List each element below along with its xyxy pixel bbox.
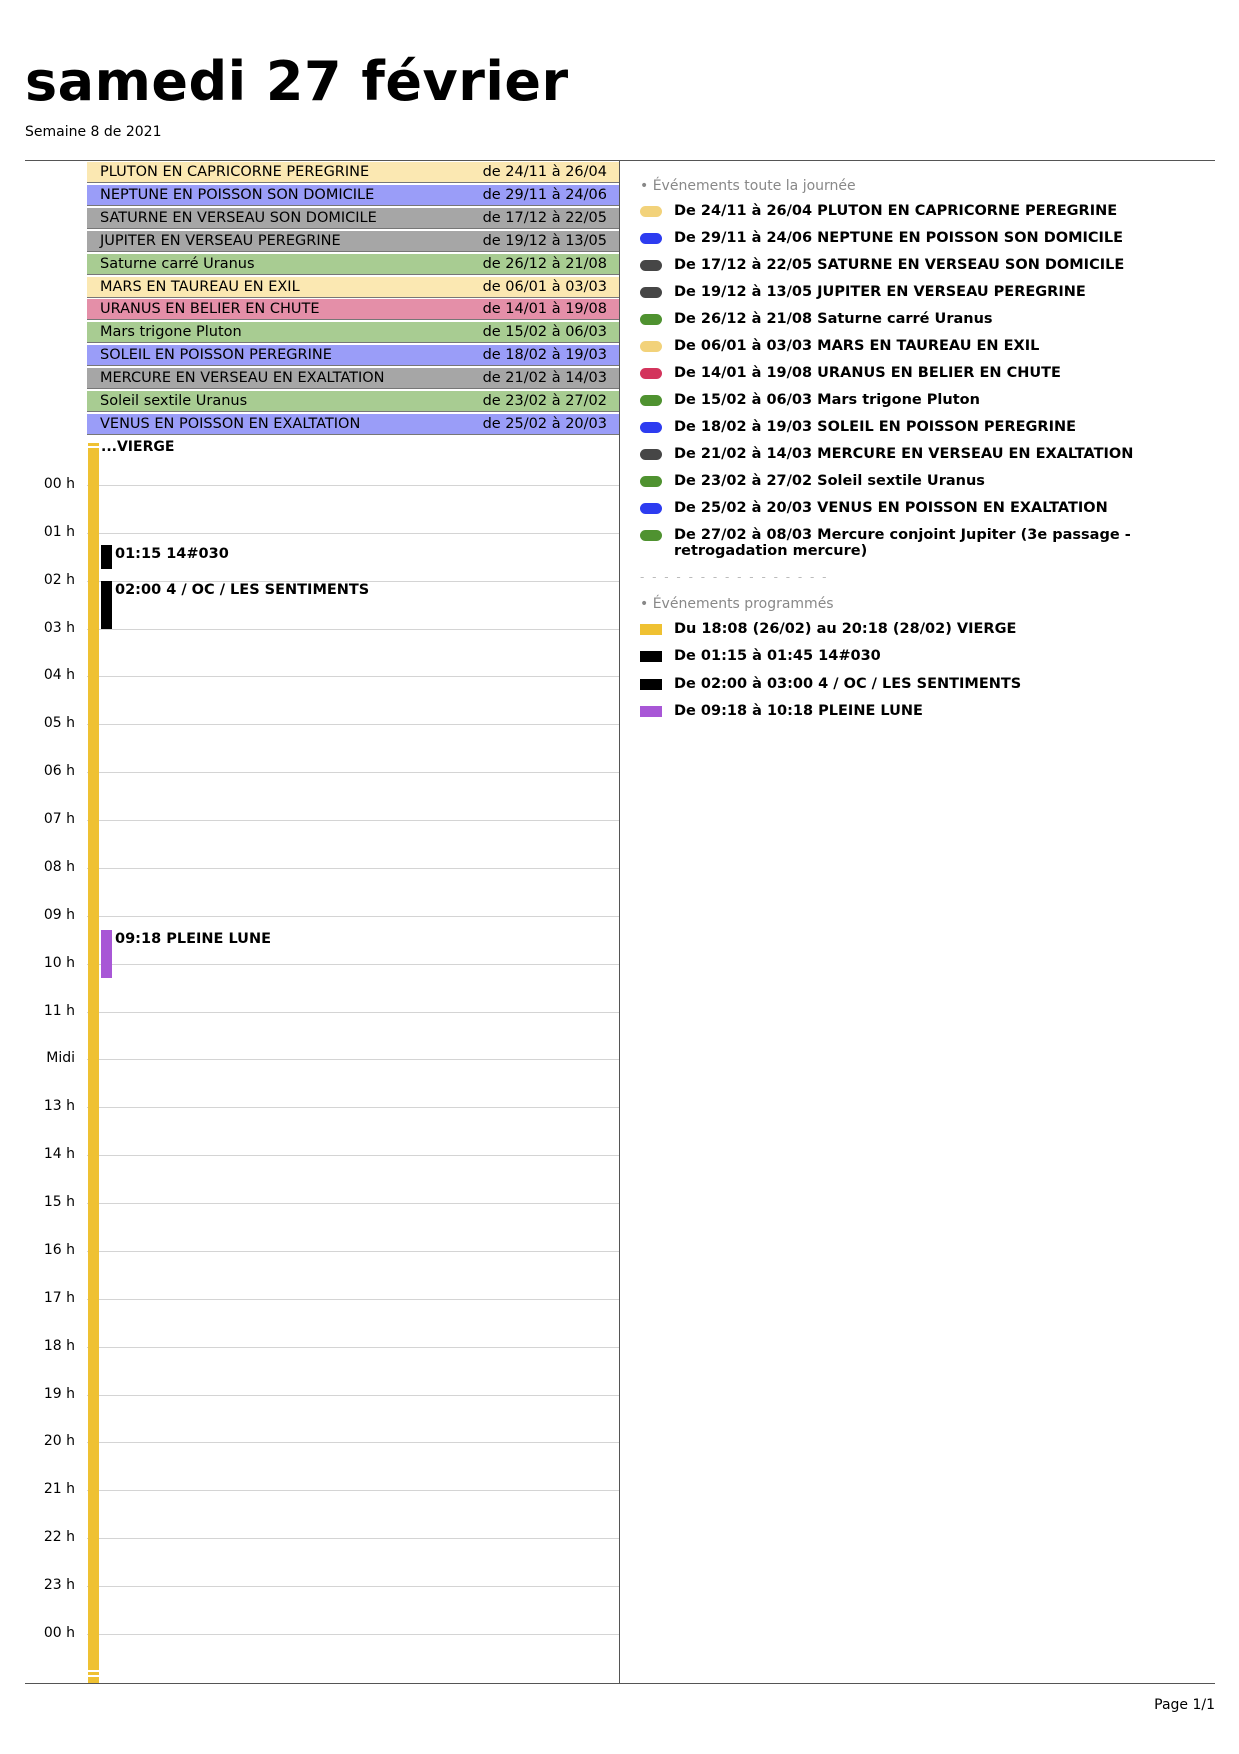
- hour-gridline: [87, 964, 619, 965]
- banner-dates: de 23/02 à 27/02: [482, 393, 607, 409]
- column-divider: [619, 161, 620, 1683]
- allday-banner[interactable]: [87, 208, 619, 229]
- hour-label: 09 h: [43, 906, 75, 923]
- allday-banner[interactable]: [87, 368, 619, 389]
- color-swatch: [640, 679, 662, 690]
- top-divider: [25, 160, 1215, 161]
- hour-gridline: [87, 1107, 619, 1108]
- banner-dates: de 06/01 à 03/03: [482, 278, 607, 295]
- hour-gridline: [87, 1012, 619, 1013]
- allday-banner[interactable]: [87, 345, 619, 366]
- color-swatch: [640, 260, 662, 271]
- banner-name: MERCURE EN VERSEAU EN EXALTATION: [100, 370, 385, 387]
- hour-label: 15 h: [43, 1194, 75, 1211]
- vierge-stripe-top-2: [88, 446, 99, 448]
- color-swatch: [640, 476, 662, 487]
- banner-dates: de 17/12 à 22/05: [482, 209, 607, 226]
- hour-gridline: [87, 724, 619, 725]
- hour-label: 06 h: [43, 763, 75, 780]
- hour-gridline: [87, 1586, 619, 1587]
- hour-gridline: [87, 676, 619, 677]
- hour-label: 17 h: [43, 1289, 75, 1306]
- legend-text: De 17/12 à 22/05 SATURNE EN VERSEAU SON DOMICILE: [674, 257, 1125, 273]
- scheduled-text: De 09:18 à 10:18 PLEINE LUNE: [674, 702, 923, 719]
- hour-label: 22 h: [43, 1529, 75, 1546]
- hour-label: 19 h: [43, 1385, 75, 1402]
- banner-dates: de 15/02 à 06/03: [482, 324, 607, 341]
- color-swatch: [640, 651, 662, 662]
- hour-gridline: [87, 1347, 619, 1348]
- color-swatch: [640, 422, 662, 433]
- hour-label: 05 h: [43, 715, 75, 732]
- legend-text: De 18/02 à 19/03 SOLEIL EN POISSON PEREGRINE: [674, 419, 1077, 435]
- hour-label: 11 h: [43, 1002, 75, 1019]
- vierge-stripe-bottom-2: [88, 1675, 99, 1677]
- banner-name: MARS EN TAUREAU EN EXIL: [100, 278, 300, 295]
- scheduled-text: De 02:00 à 03:00 4 / OC / LES SENTIMENTS: [674, 675, 1022, 692]
- color-swatch: [640, 503, 662, 514]
- banner-dates: de 26/12 à 21/08: [482, 255, 607, 272]
- legend-text: De 15/02 à 06/03 Mars trigone Pluton: [674, 392, 980, 408]
- hour-gridline: [87, 1395, 619, 1396]
- hour-label: 04 h: [43, 667, 75, 684]
- hour-label: 08 h: [43, 858, 75, 875]
- hour-gridline: [87, 1203, 619, 1204]
- hour-label: 07 h: [43, 811, 75, 828]
- legend-text-continued: retrogadation mercure): [674, 543, 868, 559]
- legend-text: De 26/12 à 21/08 Saturne carré Uranus: [674, 311, 993, 327]
- legend-text: De 19/12 à 13/05 JUPITER EN VERSEAU PEREGRINE: [674, 284, 1086, 300]
- event-label[interactable]: 02:00 4 / OC / LES SENTIMENTS: [115, 581, 370, 598]
- color-swatch: [640, 233, 662, 244]
- scheduled-text: De 01:15 à 01:45 14#030: [674, 648, 881, 665]
- color-swatch: [640, 395, 662, 406]
- hour-label: 18 h: [43, 1337, 75, 1354]
- legend-text: De 23/02 à 27/02 Soleil sextile Uranus: [674, 473, 985, 489]
- hour-gridline: [87, 533, 619, 534]
- allday-banner[interactable]: [87, 185, 619, 206]
- banner-name: SOLEIL EN POISSON PEREGRINE: [100, 347, 332, 364]
- hour-gridline: [87, 1059, 619, 1060]
- allday-banner[interactable]: [87, 322, 619, 343]
- allday-legend-title: • Événements toute la journée: [640, 178, 856, 194]
- banner-name: VENUS EN POISSON EN EXALTATION: [100, 415, 361, 432]
- hour-label: 00 h: [43, 476, 75, 492]
- hour-gridline: [87, 485, 619, 486]
- legend-text: De 29/11 à 24/06 NEPTUNE EN POISSON SON DOMICILE: [674, 230, 1124, 246]
- hour-label: 10 h: [43, 954, 75, 971]
- bottom-divider: [25, 1683, 1215, 1684]
- color-swatch: [640, 368, 662, 379]
- hour-gridline: [87, 1251, 619, 1252]
- banner-name: Soleil sextile Uranus: [100, 393, 248, 409]
- hour-gridline: [87, 820, 619, 821]
- hour-gridline: [87, 1538, 619, 1539]
- banner-dates: de 24/11 à 26/04: [482, 164, 607, 180]
- scheduled-legend-title: • Événements programmés: [640, 596, 834, 612]
- event-block[interactable]: [101, 545, 112, 569]
- hour-label: 20 h: [43, 1433, 75, 1450]
- banner-dates: de 18/02 à 19/03: [482, 347, 607, 364]
- hour-gridline: [87, 1634, 619, 1635]
- color-swatch: [640, 449, 662, 460]
- hour-label: 01 h: [43, 523, 75, 540]
- hour-label: 00 h: [43, 1624, 75, 1641]
- allday-banner[interactable]: [87, 299, 619, 320]
- banner-name: PLUTON EN CAPRICORNE PEREGRINE: [100, 164, 370, 180]
- banner-dates: de 29/11 à 24/06: [482, 186, 607, 203]
- banner-name: Saturne carré Uranus: [100, 255, 255, 272]
- allday-banner[interactable]: [87, 277, 619, 298]
- hour-gridline: [87, 1442, 619, 1443]
- allday-banner[interactable]: [87, 414, 619, 435]
- hour-label: 03 h: [43, 619, 75, 636]
- banner-dates: de 19/12 à 13/05: [482, 232, 607, 249]
- legend-text: De 24/11 à 26/04 PLUTON EN CAPRICORNE PEREGRINE: [674, 203, 1118, 219]
- banner-name: URANUS EN BELIER EN CHUTE: [100, 301, 320, 318]
- banner-dates: de 14/01 à 19/08: [482, 301, 607, 318]
- week-subtitle: Semaine 8 de 2021: [25, 124, 162, 140]
- color-swatch: [640, 706, 662, 717]
- allday-banner[interactable]: [87, 254, 619, 275]
- hour-gridline: [87, 1155, 619, 1156]
- banner-dates: de 21/02 à 14/03: [482, 370, 607, 387]
- banner-name: NEPTUNE EN POISSON SON DOMICILE: [100, 186, 375, 203]
- page-title: samedi 27 février: [25, 50, 569, 113]
- color-swatch: [640, 624, 662, 635]
- vierge-event-bar[interactable]: [88, 441, 99, 1683]
- hour-label: 13 h: [43, 1098, 75, 1115]
- vierge-event-label[interactable]: ...VIERGE: [101, 439, 175, 455]
- hour-gridline: [87, 1299, 619, 1300]
- hour-label: 16 h: [43, 1241, 75, 1258]
- vierge-stripe-bottom-1: [88, 1670, 99, 1672]
- color-swatch: [640, 314, 662, 325]
- legend-divider: - - - - - - - - - - - - - - - -: [640, 570, 829, 584]
- banner-dates: de 25/02 à 20/03: [482, 415, 607, 432]
- hour-gridline: [87, 868, 619, 869]
- legend-text: De 14/01 à 19/08 URANUS EN BELIER EN CHUTE: [674, 365, 1061, 381]
- color-swatch: [640, 206, 662, 217]
- color-swatch: [640, 530, 662, 541]
- banner-name: Mars trigone Pluton: [100, 324, 242, 341]
- scheduled-text: Du 18:08 (26/02) au 20:18 (28/02) VIERGE: [674, 621, 1017, 637]
- allday-banner[interactable]: [87, 231, 619, 252]
- hour-label: 21 h: [43, 1481, 75, 1498]
- hour-gridline: [87, 772, 619, 773]
- hour-gridline: [87, 1490, 619, 1491]
- legend-text: De 21/02 à 14/03 MERCURE EN VERSEAU EN EXALTATION: [674, 446, 1134, 462]
- banner-name: JUPITER EN VERSEAU PEREGRINE: [100, 232, 341, 249]
- color-swatch: [640, 341, 662, 352]
- event-block[interactable]: [101, 930, 112, 978]
- banner-name: SATURNE EN VERSEAU SON DOMICILE: [100, 209, 377, 226]
- vierge-stripe-top-1: [88, 441, 99, 443]
- allday-banner[interactable]: [87, 162, 619, 183]
- page-number: Page 1/1: [1154, 1697, 1215, 1713]
- hour-label: 14 h: [43, 1146, 75, 1163]
- legend-text: De 27/02 à 08/03 Mercure conjoint Jupiter (3e passage -: [674, 527, 1131, 543]
- legend-text: De 25/02 à 20/03 VENUS EN POISSON EN EXALTATION: [674, 500, 1108, 516]
- event-label[interactable]: 01:15 14#030: [115, 545, 229, 562]
- hour-label: Midi: [46, 1050, 75, 1067]
- allday-banner[interactable]: [87, 391, 619, 412]
- event-block[interactable]: [101, 581, 112, 629]
- hour-gridline: [87, 916, 619, 917]
- hour-label: 23 h: [43, 1577, 75, 1593]
- hour-gridline: [87, 629, 619, 630]
- color-swatch: [640, 287, 662, 298]
- hour-label: 02 h: [43, 571, 75, 588]
- legend-text: De 06/01 à 03/03 MARS EN TAUREAU EN EXIL: [674, 338, 1040, 354]
- event-label[interactable]: 09:18 PLEINE LUNE: [115, 931, 271, 948]
